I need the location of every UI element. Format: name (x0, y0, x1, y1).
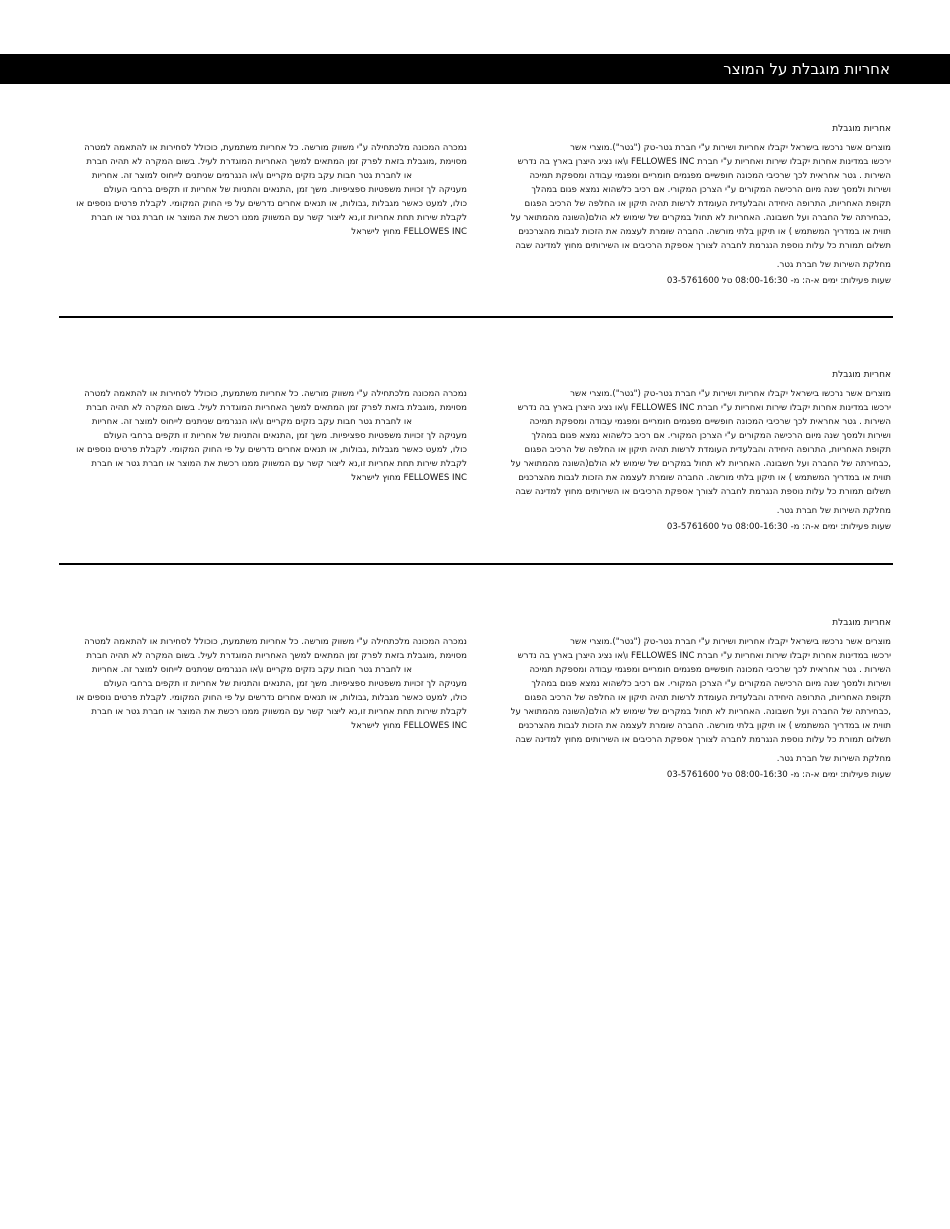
text-line: ושירות ולמסך שנה מיום הרכישה המקורים ע"י הצרכן המקורי. אם רכיב כלשהוא נמצא פגום במהלך (531, 679, 891, 689)
service-hours: שעות פעילות: ימים א-ה: מ- 08:00-16:30 טל 03-5761600 (666, 276, 891, 286)
text-line: ושירות ולמסך שנה מיום הרכישה המקורים ע"י הצרכן המקורי. אם רכיב כלשהוא נמצא פגום במהלך (531, 431, 891, 441)
text-line: ,כבחירתה של החברה ועל חשבונה. האחריות לא תחול במקרים של שימוש לא הולם(השונה מהמתואר על (510, 459, 891, 469)
text-line: לקבלת שירות תחת אחריות זו,נא ליצור קשר עם המשווק ממנו רכשת את המוצר או חברת גטר או חברת (91, 213, 467, 223)
section-title: אחריות מוגבלת (832, 124, 891, 134)
warranty-text-right-column (477, 141, 891, 253)
text-line: תווית או במדריך המשתמש ) או תיקון בלתי מורשה. החברה שומרת לעצמה את הזכות לגבות מהצרכנים (518, 473, 891, 483)
text-line: מסוימת ,מוגבלת בזאת לפרק זמן המתאים למשך האחריות המוגדרת לעיל. בשום המקרה לא תהיה חברת (86, 651, 467, 661)
text-line: או לחברת גטר חבות עקב נזקים מקריים ו\או הנגרמים שניתנים לייחוס למוצר זה. אחריות (91, 665, 412, 675)
warranty-section (0, 124, 950, 364)
warranty-section (0, 618, 950, 858)
text-line: תשלום תמורת כל עלות נוספת הנגרמת לחברה לצורך אספקת הרכיבים או השירותים מחוץ למדינה שבה (515, 735, 891, 745)
text-line: מסוימת ,מוגבלת בזאת לפרק זמן המתאים למשך האחריות המוגדרת לעיל. בשום המקרה לא תהיה חברת (86, 157, 467, 167)
warranty-text-left-column (55, 635, 467, 733)
text-line: מעניקה לך זכויות משפטיות ספציפיות. משך זמן ,התנאים והתניות של אחריות זו תקפים ברחבי העולם (103, 679, 467, 689)
text-line: השירות . גטר אחראית לכך שרכיבי המכונה חופשיים מפגמים חומריים ומפגמי עבודה ומספקת תמיכה (529, 417, 891, 427)
text-line: תשלום תמורת כל עלות נוספת הנגרמת לחברה לצורך אספקת הרכיבים או השירותים מחוץ למדינה שבה (515, 487, 891, 497)
text-line: כולו, למעט כאשר מגבלות ,גבולות, או תנאים אחרים נדרשים על פי החוק המקומי. לקבלת פרטים נוספים או (76, 445, 467, 455)
text-line: מוצרים אשר נרכשו בישראל יקבלו אחריות ושירות ע"י חברת גטר-טק ("גטר").מוצרי אשר (570, 389, 891, 399)
text-line: מוצרים אשר נרכשו בישראל יקבלו אחריות ושירות ע"י חברת גטר-טק ("גטר").מוצרי אשר (570, 143, 891, 153)
service-department: מחלקת השירות של חברת גטר. (776, 506, 891, 516)
warranty-text-right-column (477, 635, 891, 747)
text-line: מעניקה לך זכויות משפטיות ספציפיות. משך זמן ,התנאים והתניות של אחריות זו תקפים ברחבי העולם (103, 431, 467, 441)
warranty-text-left-column (55, 141, 467, 239)
page-header-bar (0, 54, 950, 84)
section-title: אחריות מוגבלת (832, 618, 891, 628)
text-line: FELLOWES INC מחוץ לישראל (351, 473, 467, 483)
service-department: מחלקת השירות של חברת גטר. (776, 754, 891, 764)
text-line: תשלום תמורת כל עלות נוספת הנגרמת לחברה לצורך אספקת הרכיבים או השירותים מחוץ למדינה שבה (515, 241, 891, 251)
text-line: ,כבחירתה של החברה ועל חשבונה. האחריות לא תחול במקרים של שימוש לא הולם(השונה מהמתואר על (510, 707, 891, 717)
section-divider (59, 563, 893, 565)
text-line: FELLOWES INC מחוץ לישראל (351, 721, 467, 731)
service-department: מחלקת השירות של חברת גטר. (776, 260, 891, 270)
section-divider (59, 316, 893, 318)
text-line: ירכשו במדינות אחרות יקבלו שירות ואחריות ע"י חברת FELLOWES INC ו\או נציג היצרן בארץ בה נדרש (517, 403, 891, 413)
warranty-text-right-column (477, 387, 891, 499)
text-line: תקופת האחריות, התרופה היחידה והבלעדית העומדת לרשות תהיה תיקון או החלפה של הרכיב הפגום (524, 445, 891, 455)
text-line: נמכרה המכונה מלכתחילה ע"י משווק מורשה. כל אחריות משתמעת, כוכולל לסחירות או להתאמה למטרה (84, 143, 467, 153)
text-line: FELLOWES INC מחוץ לישראל (351, 227, 467, 237)
text-line: או לחברת גטר חבות עקב נזקים מקריים ו\או הנגרמים שניתנים לייחוס למוצר זה. אחריות (91, 171, 412, 181)
text-line: לקבלת שירות תחת אחריות זו,נא ליצור קשר עם המשווק ממנו רכשת את המוצר או חברת גטר או חברת (91, 459, 467, 469)
text-line: תקופת האחריות, התרופה היחידה והבלעדית העומדת לרשות תהיה תיקון או החלפה של הרכיב הפגום (524, 693, 891, 703)
text-line: נמכרה המכונה מלכתחילה ע"י משווק מורשה. כל אחריות משתמעת, כוכולל לסחירות או להתאמה למטרה (84, 389, 467, 399)
text-line: כולו, למעט כאשר מגבלות ,גבולות, או תנאים אחרים נדרשים על פי החוק המקומי. לקבלת פרטים נוספים או (76, 199, 467, 209)
text-line: נמכרה המכונה מלכתחילה ע"י משווק מורשה. כל אחריות משתמעת, כוכולל לסחירות או להתאמה למטרה (84, 637, 467, 647)
page-title: אחריות מוגבלת על המוצר (723, 60, 890, 78)
warranty-text-left-column (55, 387, 467, 485)
text-line: השירות . גטר אחראית לכך שרכיבי המכונה חופשיים מפגמים חומריים ומפגמי עבודה ומספקת תמיכה (529, 665, 891, 675)
service-hours: שעות פעילות: ימים א-ה: מ- 08:00-16:30 טל 03-5761600 (666, 522, 891, 532)
text-line: ירכשו במדינות אחרות יקבלו שירות ואחריות ע"י חברת FELLOWES INC ו\או נציג היצרן בארץ בה נדרש (517, 157, 891, 167)
text-line: לקבלת שירות תחת אחריות זו,נא ליצור קשר עם המשווק ממנו רכשת את המוצר או חברת גטר או חברת (91, 707, 467, 717)
warranty-section (0, 370, 950, 610)
text-line: ירכשו במדינות אחרות יקבלו שירות ואחריות ע"י חברת FELLOWES INC ו\או נציג היצרן בארץ בה נדרש (517, 651, 891, 661)
text-line: מעניקה לך זכויות משפטיות ספציפיות. משך זמן ,התנאים והתניות של אחריות זו תקפים ברחבי העולם (103, 185, 467, 195)
text-line: תקופת האחריות, התרופה היחידה והבלעדית העומדת לרשות תהיה תיקון או החלפה של הרכיב הפגום (524, 199, 891, 209)
text-line: מוצרים אשר נרכשו בישראל יקבלו אחריות ושירות ע"י חברת גטר-טק ("גטר").מוצרי אשר (570, 637, 891, 647)
text-line: השירות . גטר אחראית לכך שרכיבי המכונה חופשיים מפגמים חומריים ומפגמי עבודה ומספקת תמיכה (529, 171, 891, 181)
text-line: ,כבחירתה של החברה ועל חשבונה. האחריות לא תחול במקרים של שימוש לא הולם(השונה מהמתואר על (510, 213, 891, 223)
text-line: או לחברת גטר חבות עקב נזקים מקריים ו\או הנגרמים שניתנים לייחוס למוצר זה. אחריות (91, 417, 412, 427)
section-title: אחריות מוגבלת (832, 370, 891, 380)
text-line: מסוימת ,מוגבלת בזאת לפרק זמן המתאים למשך האחריות המוגדרת לעיל. בשום המקרה לא תהיה חברת (86, 403, 467, 413)
text-line: תווית או במדריך המשתמש ) או תיקון בלתי מורשה. החברה שומרת לעצמה את הזכות לגבות מהצרכנים (518, 721, 891, 731)
text-line: תווית או במדריך המשתמש ) או תיקון בלתי מורשה. החברה שומרת לעצמה את הזכות לגבות מהצרכנים (518, 227, 891, 237)
text-line: ושירות ולמסך שנה מיום הרכישה המקורים ע"י הצרכן המקורי. אם רכיב כלשהוא נמצא פגום במהלך (531, 185, 891, 195)
service-hours: שעות פעילות: ימים א-ה: מ- 08:00-16:30 טל 03-5761600 (666, 770, 891, 780)
text-line: כולו, למעט כאשר מגבלות ,גבולות, או תנאים אחרים נדרשים על פי החוק המקומי. לקבלת פרטים נוספים או (76, 693, 467, 703)
